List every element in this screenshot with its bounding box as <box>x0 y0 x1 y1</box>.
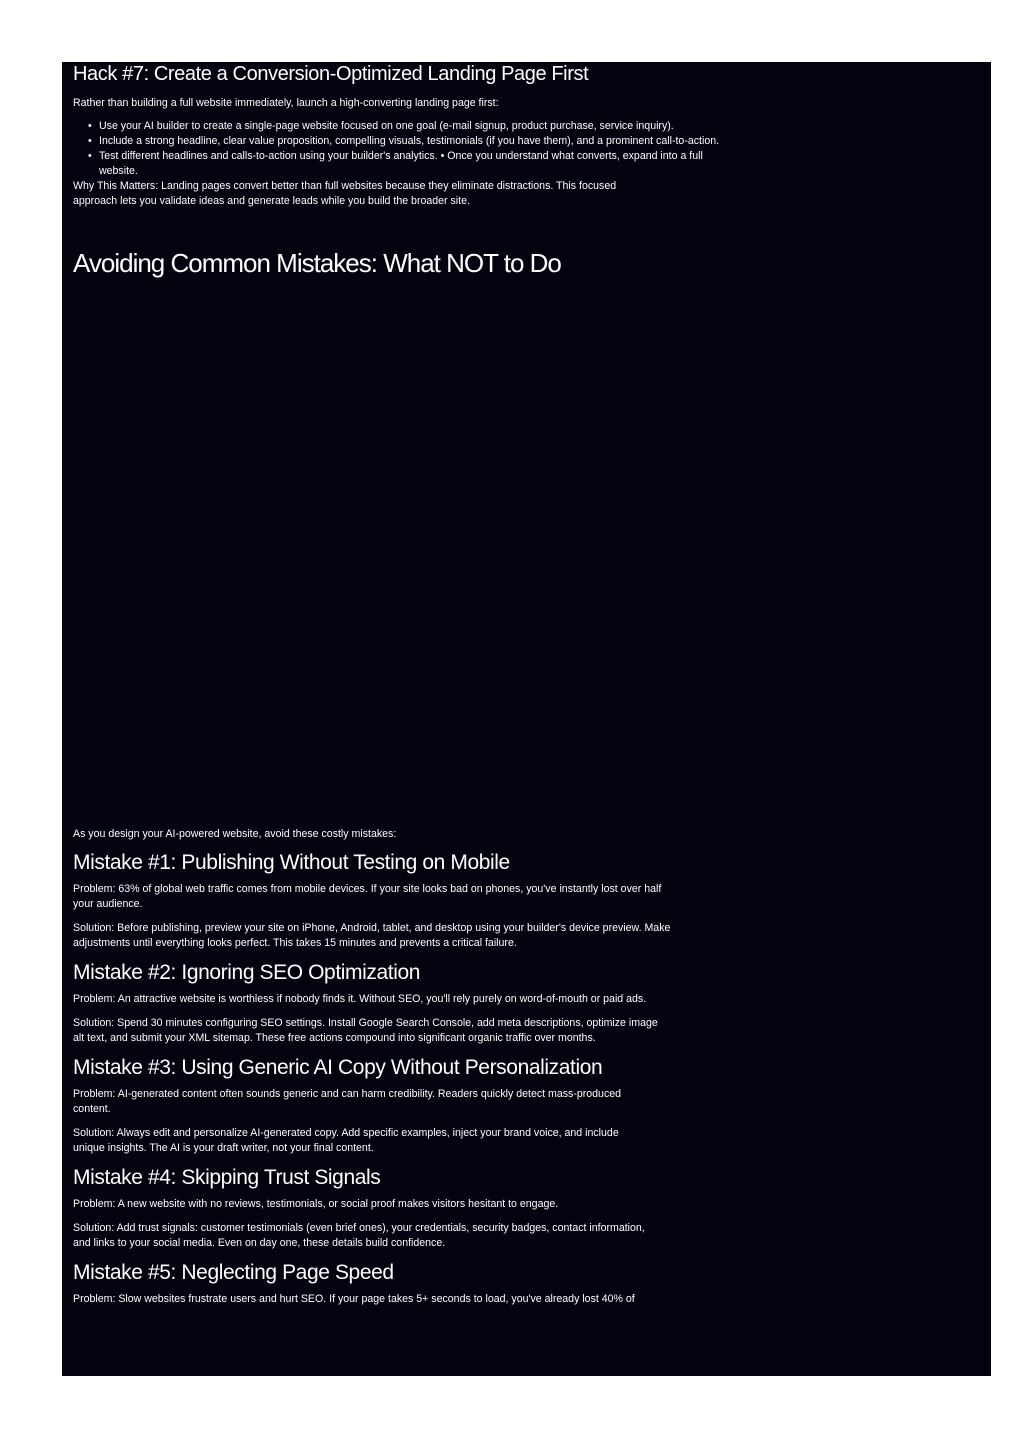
mistake-2-heading: Mistake #2: Ignoring SEO Optimization <box>73 961 421 984</box>
mistake-4-heading: Mistake #4: Skipping Trust Signals <box>73 1166 381 1189</box>
mistake-2-problem: Problem: An attractive website is worthless if nobody finds it. Without SEO, you'll rely purely on word-of-mouth or paid ads. <box>73 993 647 1005</box>
mistake-1-problem: Problem: 63% of global web traffic comes from mobile devices. If your site looks bad on phones, you've instantly lost over half your audience. <box>73 883 662 910</box>
mistake-4-problem: Problem: A new website with no reviews, testimonials, or social proof makes visitors hesitant to engage. <box>73 1198 559 1210</box>
hack7-intro: Rather than building a full website immediately, launch a high-converting landing page first: <box>73 97 499 109</box>
hack7-why-paragraph: Why This Matters: Landing pages convert better than full websites because they eliminate distractions. This focused approach lets you validate ideas and generate leads while you build the broader site. <box>73 180 617 207</box>
mistake-1-solution: Solution: Before publishing, preview your site on iPhone, Android, tablet, and desktop using your builder's device preview. Make adjustments until everything looks perfect. This takes 15 minutes and prevents a critical failure. <box>73 922 671 949</box>
list-item: • Include a strong headline, clear value proposition, compelling visuals, testimonials (if you have them), and a prominent call-to-action. <box>99 134 763 149</box>
mistake-1-heading: Mistake #1: Publishing Without Testing on Mobile <box>73 851 510 874</box>
hack7-heading: Hack #7: Create a Conversion-Optimized Landing Page First <box>73 63 589 85</box>
document-page <box>62 62 991 1376</box>
mistake-2-solution: Solution: Spend 30 minutes configuring SEO settings. Install Google Search Console, add meta descriptions, optimize image alt text, and submit your XML sitemap. These free actions compound into significant organic traffic over months. <box>73 1017 658 1044</box>
blank-image-area <box>73 279 763 827</box>
hack7-bullet-list <box>73 119 763 179</box>
list-item: • Test different headlines and calls-to-action using your builder's analytics. • Once you understand what converts, expand into a full website. <box>99 149 763 179</box>
mistake-3-problem: Problem: AI-generated content often sounds generic and can harm credibility. Readers quickly detect mass-produced content. <box>73 1088 622 1115</box>
mistake-5-problem: Problem: Slow websites frustrate users and hurt SEO. If your page takes 5+ seconds to load, you've already lost 40% of <box>73 1293 635 1305</box>
mistake-5-heading: Mistake #5: Neglecting Page Speed <box>73 1261 394 1284</box>
list-item: • Use your AI builder to create a single-page website focused on one goal (e-mail signup, product purchase, service inquiry). <box>99 119 763 134</box>
mistakes-section-heading: Avoiding Common Mistakes: What NOT to Do <box>73 248 561 278</box>
mistake-3-solution: Solution: Always edit and personalize AI-generated copy. Add specific examples, inject your brand voice, and include unique insights. The AI is your draft writer, not your final content. <box>73 1127 619 1154</box>
mistake-3-heading: Mistake #3: Using Generic AI Copy Without Personalization <box>73 1056 603 1079</box>
mistake-4-solution: Solution: Add trust signals: customer testimonials (even brief ones), your credentials, security badges, contact information, and links to your social media. Even on day one, these details build confidence. <box>73 1222 645 1249</box>
mistakes-intro: As you design your AI-powered website, avoid these costly mistakes: <box>73 828 397 840</box>
page-content <box>73 62 763 1316</box>
